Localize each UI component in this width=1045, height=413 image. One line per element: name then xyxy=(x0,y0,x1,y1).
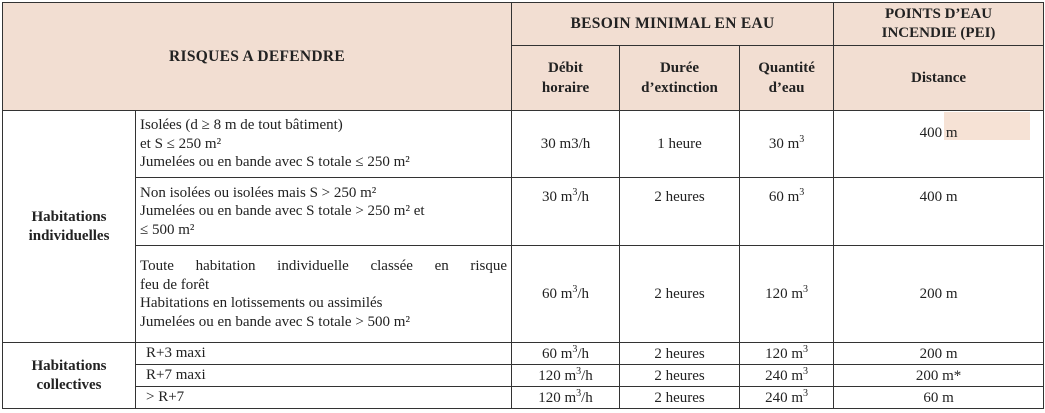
risk-description: R+7 maxi xyxy=(136,365,512,387)
debit-cell xyxy=(512,343,620,365)
duree-cell: 2 heures xyxy=(620,178,740,246)
risk-line: Jumelées ou en bande avec S totale ≤ 250 m² xyxy=(140,154,410,171)
header-duree-l1: Durée xyxy=(659,60,700,76)
debit-suffix: /h xyxy=(581,367,593,384)
header-debit-l1: Débit xyxy=(548,60,584,76)
duree-cell: 2 heures xyxy=(620,365,740,387)
exponent: 3 xyxy=(802,365,808,377)
distance-cell: 200 m xyxy=(834,246,1044,343)
table-row xyxy=(3,387,1044,409)
risk-description: R+3 maxi xyxy=(136,343,512,365)
group-individuelles xyxy=(3,111,136,343)
quantite-cell xyxy=(740,343,834,365)
debit-cell: 30 m3/h xyxy=(512,111,620,178)
quantite-cell xyxy=(740,365,834,387)
header-duree xyxy=(620,46,740,111)
header-pei-line1: POINTS D’EAU xyxy=(884,6,993,22)
group-collectives-l2: collectives xyxy=(36,376,102,393)
debit-cell xyxy=(512,387,620,409)
table-row xyxy=(3,365,1044,387)
group-collectives-l1: Habitations xyxy=(31,357,107,374)
risk-line: Non isolées ou isolées mais S > 250 m² xyxy=(140,184,377,201)
header-debit-l2: horaire xyxy=(541,80,590,96)
debit-cell xyxy=(512,178,620,246)
quantite-value: 60 m xyxy=(768,189,800,205)
risk-description xyxy=(136,178,512,246)
risk-line: Jumelées ou en bande avec S totale > 500 m² xyxy=(140,313,410,330)
risk-description xyxy=(136,111,512,178)
group-collectives xyxy=(3,343,136,409)
debit-value: 60 m xyxy=(541,286,573,302)
distance-cell: 60 m xyxy=(834,387,1044,409)
debit-cell xyxy=(512,246,620,343)
risk-line: Habitations en lotissements ou assimilés xyxy=(140,295,383,311)
risk-line: ≤ 500 m² xyxy=(140,221,195,238)
header-besoin: BESOIN MINIMAL EN EAU xyxy=(512,3,834,46)
exponent: 3 xyxy=(799,187,805,198)
duree-cell: 1 heure xyxy=(620,111,740,178)
header-pei xyxy=(834,3,1044,46)
table-row xyxy=(3,178,1044,246)
water-requirements-table xyxy=(2,2,1044,409)
risk-line: Toute habitation individuelle classée en risque xyxy=(140,258,508,274)
quantite-value: 30 m xyxy=(768,136,800,152)
distance-value: 400 m xyxy=(919,125,958,141)
debit-suffix: /h xyxy=(577,345,590,362)
debit-value: 120 m xyxy=(538,389,577,406)
debit-suffix: /h xyxy=(581,389,593,406)
header-distance: Distance xyxy=(834,46,1044,111)
exponent: 3 xyxy=(572,284,578,295)
duree-cell: 2 heures xyxy=(620,343,740,365)
exponent: 3 xyxy=(802,343,808,355)
quantite-value: 120 m xyxy=(765,286,803,302)
risk-line: et S ≤ 250 m² xyxy=(140,135,222,152)
debit-value: 120 m xyxy=(538,367,577,384)
exponent: 3 xyxy=(576,365,582,377)
risk-line: Jumelées ou en bande avec S totale > 250 m² et xyxy=(140,203,425,220)
exponent: 3 xyxy=(572,343,578,355)
group-individuelles-l1: Habitations xyxy=(31,208,107,225)
table-row xyxy=(3,246,1044,343)
distance-cell xyxy=(834,111,1044,178)
quantite-cell xyxy=(740,387,834,409)
quantite-value: 240 m xyxy=(765,389,803,406)
table-row xyxy=(3,343,1044,365)
exponent: 3 xyxy=(799,134,805,145)
header-debit xyxy=(512,46,620,111)
quantite-value: 120 m xyxy=(765,345,803,362)
distance-cell: 200 m* xyxy=(834,365,1044,387)
header-pei-line2: INCENDIE (PEI) xyxy=(881,25,996,41)
header-risques: RISQUES A DEFENDRE xyxy=(3,3,512,111)
risk-description xyxy=(136,246,512,343)
quantite-cell xyxy=(740,246,834,343)
exponent: 3 xyxy=(576,387,582,399)
debit-value: 30 m xyxy=(541,189,573,205)
quantite-cell xyxy=(740,111,834,178)
header-duree-l2: d’extinction xyxy=(641,80,718,96)
distance-cell: 400 m xyxy=(834,178,1044,246)
header-quantite-l2: d’eau xyxy=(768,80,805,96)
duree-cell: 2 heures xyxy=(620,246,740,343)
risk-line: Isolées (d ≥ 8 m de tout bâtiment) xyxy=(140,117,343,134)
distance-cell: 200 m xyxy=(834,343,1044,365)
exponent: 3 xyxy=(802,284,808,295)
header-quantite-l1: Quantité xyxy=(758,60,815,76)
risk-line: feu de forêt xyxy=(140,276,210,293)
duree-cell: 2 heures xyxy=(620,387,740,409)
group-individuelles-l2: individuelles xyxy=(28,227,110,244)
exponent: 3 xyxy=(802,387,808,399)
exponent: 3 xyxy=(572,187,578,198)
risk-description: > R+7 xyxy=(136,387,512,409)
debit-suffix: /h xyxy=(577,286,590,302)
quantite-value: 240 m xyxy=(765,367,803,384)
debit-value: 60 m xyxy=(541,345,573,362)
table-row xyxy=(3,111,1044,178)
debit-cell xyxy=(512,365,620,387)
header-quantite xyxy=(740,46,834,111)
quantite-cell xyxy=(740,178,834,246)
debit-suffix: /h xyxy=(577,189,590,205)
